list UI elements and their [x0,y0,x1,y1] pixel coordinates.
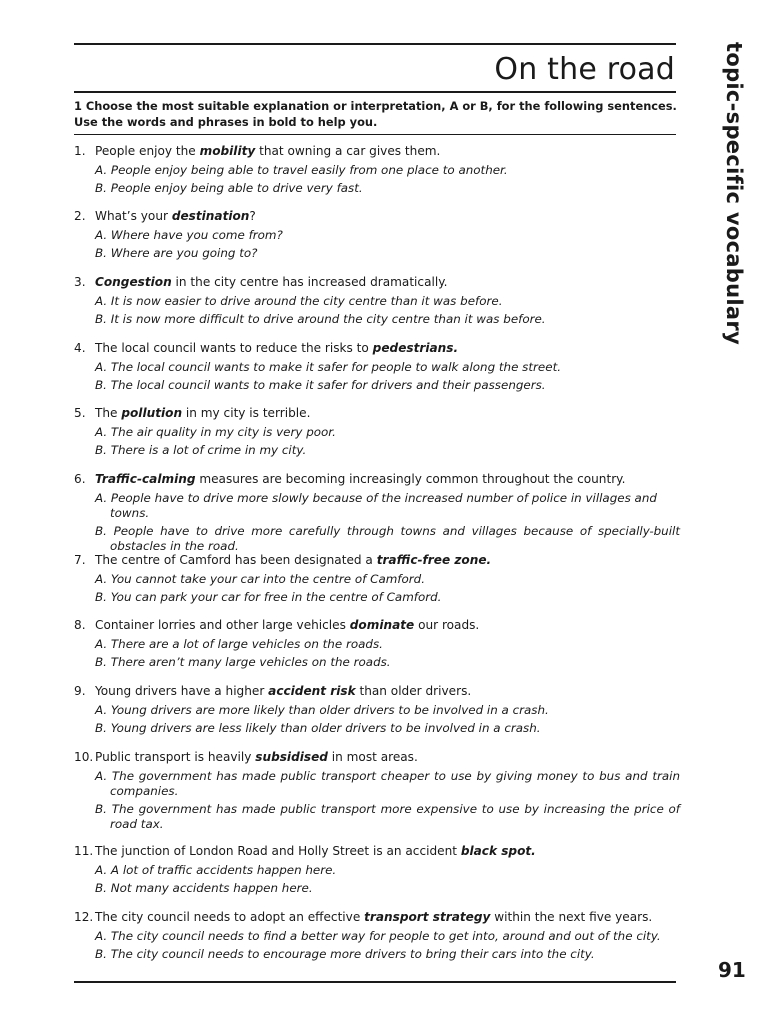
question-sentence: Container lorries and other large vehicles dominate our roads. [95,618,480,632]
question-sentence: The city council needs to adopt an effective transport strategy within the next five years. [95,910,653,924]
question-item [74,842,680,896]
question-item [74,207,680,261]
option-a: A. You cannot take your car into the centre of Camford. [95,572,425,586]
question-sentence: What’s your destination? [95,209,256,223]
question-number: 9. [74,684,86,698]
option-b: B. The government has made public transport more expensive to use by increasing the price of road tax. [95,802,680,831]
option-b: B. Young drivers are less likely than older drivers to be involved in a crash. [95,721,541,735]
option-a: A. The air quality in my city is very poor. [95,425,336,439]
question-number: 2. [74,209,86,223]
key-term: transport strategy [364,910,491,924]
question-item [74,339,680,393]
instruction-rule [74,134,676,135]
question-item [74,682,680,736]
key-term: accident risk [268,684,356,698]
question-number: 6. [74,472,86,486]
option-b: B. You can park your car for free in the centre of Camford. [95,590,442,604]
option-a: A. The local council wants to make it safer for people to walk along the street. [95,360,562,374]
question-sentence: People enjoy the mobility that owning a car gives them. [95,144,441,158]
key-term: destination [171,209,250,223]
key-term: pedestrians. [372,341,459,355]
option-a: A. People have to drive more slowly because of the increased number of police in villages and towns. [95,491,657,520]
option-b: B. People have to drive more carefully through towns and villages because of specially-built obstacles in the road. [95,524,680,553]
option-a: A. People enjoy being able to travel easily from one place to another. [95,163,508,177]
question-number: 4. [74,341,86,355]
option-a: A. A lot of traffic accidents happen here. [95,863,337,877]
key-term: traffic-free zone. [376,553,492,567]
option-b: B. Where are you going to? [95,246,258,260]
option-a: A. The government has made public transport cheaper to use by giving money to bus and train companies. [95,769,680,798]
key-term: black spot. [460,844,536,858]
question-sentence: Traffic-calming measures are becoming increasingly common throughout the country. [95,472,626,486]
option-b: B. There is a lot of crime in my city. [95,443,307,457]
page-number: 91 [718,958,746,982]
question-number: 3. [74,275,86,289]
top-rule [74,43,676,45]
key-term: dominate [349,618,415,632]
exercise-instruction: 1 Choose the most suitable explanation or interpretation, A or B, for the following sentences. Use the words and phrases in bold to help you. [74,99,677,129]
question-number: 7. [74,553,86,567]
question-item [74,470,680,554]
question-sentence: Congestion in the city centre has increased dramatically. [95,275,448,289]
question-number: 11. [74,844,94,858]
key-term: Congestion [95,275,172,289]
question-sentence: The local council wants to reduce the risks to pedestrians. [95,341,459,355]
question-number: 5. [74,406,86,420]
option-b: B. Not many accidents happen here. [95,881,313,895]
key-term: pollution [121,406,183,420]
question-item [74,908,680,962]
question-sentence: The centre of Camford has been designated a traffic-free zone. [95,553,492,567]
page-title: On the road [494,52,675,87]
key-term: Traffic-calming [95,472,196,486]
option-b: B. The local council wants to make it safer for drivers and their passengers. [95,378,546,392]
option-a: A. There are a lot of large vehicles on the roads. [95,637,383,651]
option-b: B. It is now more difficult to drive around the city centre than it was before. [95,312,546,326]
key-term: mobility [199,144,256,158]
question-item [74,142,680,196]
question-sentence: Public transport is heavily subsidised in most areas. [95,750,418,764]
option-a: A. Where have you come from? [95,228,283,242]
bottom-rule [74,981,676,983]
option-a: A. Young drivers are more likely than older drivers to be involved in a crash. [95,703,549,717]
option-b: B. The city council needs to encourage more drivers to bring their cars into the city. [95,947,595,961]
option-b: B. People enjoy being able to drive very fast. [95,181,363,195]
question-sentence: Young drivers have a higher accident risk than older drivers. [95,684,472,698]
option-a: A. It is now easier to drive around the city centre than it was before. [95,294,503,308]
option-a: A. The city council needs to find a better way for people to get into, around and out of the city. [95,929,661,943]
question-item [74,748,680,832]
question-sentence: The pollution in my city is terrible. [95,406,311,420]
side-label: topic-specific vocabulary [722,42,746,346]
question-number: 8. [74,618,86,632]
key-term: subsidised [255,750,328,764]
question-sentence: The junction of London Road and Holly Street is an accident black spot. [95,844,536,858]
question-item [74,551,680,605]
question-number: 12. [74,910,94,924]
option-b: B. There aren’t many large vehicles on the roads. [95,655,391,669]
question-number: 10. [74,750,94,764]
question-item [74,404,680,458]
question-number: 1. [74,144,86,158]
question-item [74,616,680,670]
question-item [74,273,680,327]
title-rule [74,91,676,93]
